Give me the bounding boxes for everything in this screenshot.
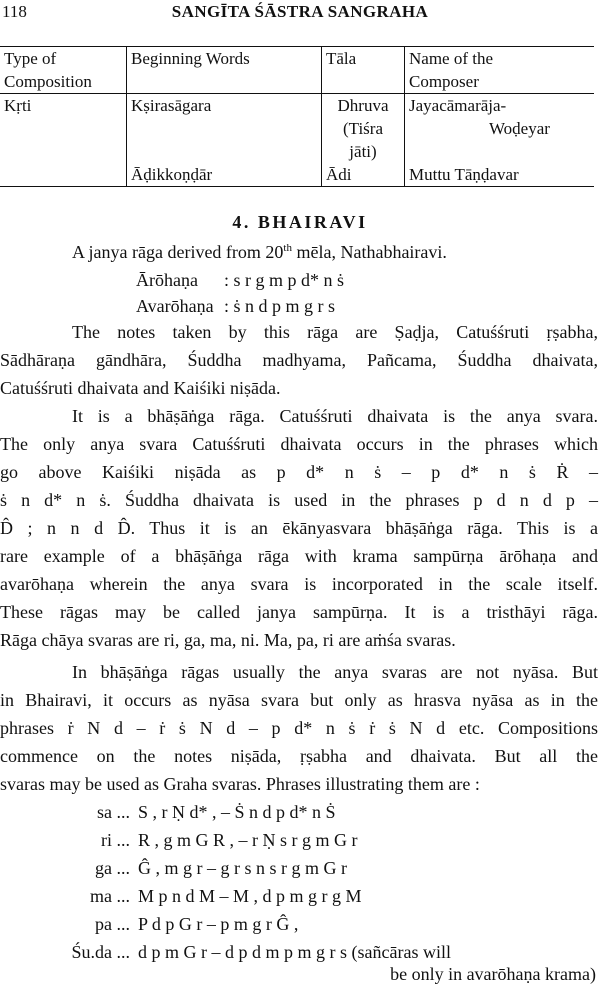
example-label: Śu.da ... xyxy=(71,942,130,962)
example-label: ri ... xyxy=(101,830,130,850)
example-phrase: M p n d M – M , d p m g r g M xyxy=(138,886,362,906)
example-label: ma ... xyxy=(90,886,130,906)
running-title: SANGĪTA ŚĀSTRA SANGRAHA xyxy=(171,2,429,21)
cell-composer: Muttu Tāṇḍavar xyxy=(405,163,595,187)
body-line: D̂ ; n n d D̂. Thus it is an ēkānyasvara bhāṣāṅga rāga. This is a xyxy=(0,518,598,538)
body-line: avarōhaṇa wherein the anya svara is incorporated in the scale itself. xyxy=(0,574,598,594)
body-line: Sādhāraṇa gāndhāra, Śuddha madhyama, Pañcama, Śuddha dhaivata, xyxy=(0,350,598,370)
example-label: ga ... xyxy=(95,858,130,878)
example-label: pa ... xyxy=(95,914,130,934)
cell-tala: Dhruva (Tiśra jāti) xyxy=(322,94,405,164)
running-header xyxy=(0,2,600,26)
body-line: go above Kaiśiki niṣāda as p d* n ṡ – p d* n ṡ Ṙ – xyxy=(0,462,598,482)
body-line: in Bhairavi, it occurs as nyāsa svara but only as hrasva nyāsa as in the xyxy=(0,690,598,710)
header-composer: Name of the Composer xyxy=(405,47,595,94)
cell-words: Kṣirasāgara xyxy=(127,94,322,164)
header-tala: Tāla xyxy=(322,47,405,94)
body-line: The notes taken by this rāga are Ṣaḍja, Catuśśruti ṛṣabha, xyxy=(72,322,598,342)
table-row xyxy=(0,94,594,164)
cell-composer: Jayacāmarāja- Woḍeyar xyxy=(405,94,595,164)
composition-table xyxy=(0,46,594,187)
body-line: Rāga chāya svaras are ri, ga, ma, ni. Ma, pa, ri are aṁśa svaras. xyxy=(0,630,456,650)
cell-tala: Ādi xyxy=(322,163,405,187)
example-phrase: Ĝ , m g r – g r s n s r g m G r xyxy=(138,858,347,878)
body-line: The only anya svara Catuśśruti dhaivata occurs in the phrases which xyxy=(0,434,598,454)
header-type: Type of Composition xyxy=(0,47,127,94)
intro-line: A janya rāga derived from 20th mēla, Nathabhairavi. xyxy=(72,242,447,262)
cell-words: Āḍikkoṇḍār xyxy=(127,163,322,187)
cell-type xyxy=(0,163,127,187)
arohana-label: Ārōhaṇa xyxy=(136,270,198,290)
example-phrase: P d p G r – p m g r Ĝ , xyxy=(138,914,299,934)
avarohana-value: : ṡ n d p m g r s xyxy=(224,296,336,316)
arohana-line xyxy=(136,268,600,292)
body-line: It is a bhāṣāṅga rāga. Catuśśruti dhaivata is the anya svara. xyxy=(72,406,598,426)
body-line: phrases ṙ N d – ṙ ṡ N d – p d* n ṡ ṙ ṡ N d etc. Compositions xyxy=(0,718,598,738)
arohana-value: : s r g m p d* n ṡ xyxy=(224,270,345,290)
closing-line: be only in avarōhaṇa krama) xyxy=(390,964,596,984)
example-phrase: S , r Ṇ d* , – Ṡ n d p d* n Ṡ xyxy=(138,802,336,822)
cell-type: Kṛti xyxy=(4,96,32,115)
body-line: In bhāṣāṅga rāgas usually the anya svaras are not nyāsa. But xyxy=(72,662,598,682)
example-phrase: R , g m G R , – r Ṇ s r g m G r xyxy=(138,830,358,850)
example-phrase: d p m G r – d p d m p m g r s (sañcāras will xyxy=(138,942,451,962)
body-line: ṡ n d* n ṡ. Śuddha dhaivata is used in the phrases p d n d p – xyxy=(0,490,598,510)
body-line: svaras may be used as Graha svaras. Phrases illustrating them are : xyxy=(0,774,480,794)
section-title: 4. BHAIRAVI xyxy=(232,212,368,232)
body-line: rare example of a bhāṣāṅga rāga with krama sampūrṇa ārōhaṇa and xyxy=(0,546,598,566)
avarohana-label: Avarōhaṇa xyxy=(136,296,214,316)
body-line: These rāgas may be called janya sampūrṇa. It is a tristhāyi rāga. xyxy=(0,602,598,622)
example-label: sa ... xyxy=(97,802,130,822)
table-header-row xyxy=(0,47,594,94)
table-row xyxy=(0,163,594,187)
header-words: Beginning Words xyxy=(127,47,322,94)
body-line: commence on the notes niṣāda, ṛṣabha and dhaivata. But all the xyxy=(0,746,598,766)
avarohana-line xyxy=(136,294,600,318)
page-number: 118 xyxy=(2,2,27,21)
body-line: Catuśśruti dhaivata and Kaiśiki niṣāda. xyxy=(0,378,281,398)
